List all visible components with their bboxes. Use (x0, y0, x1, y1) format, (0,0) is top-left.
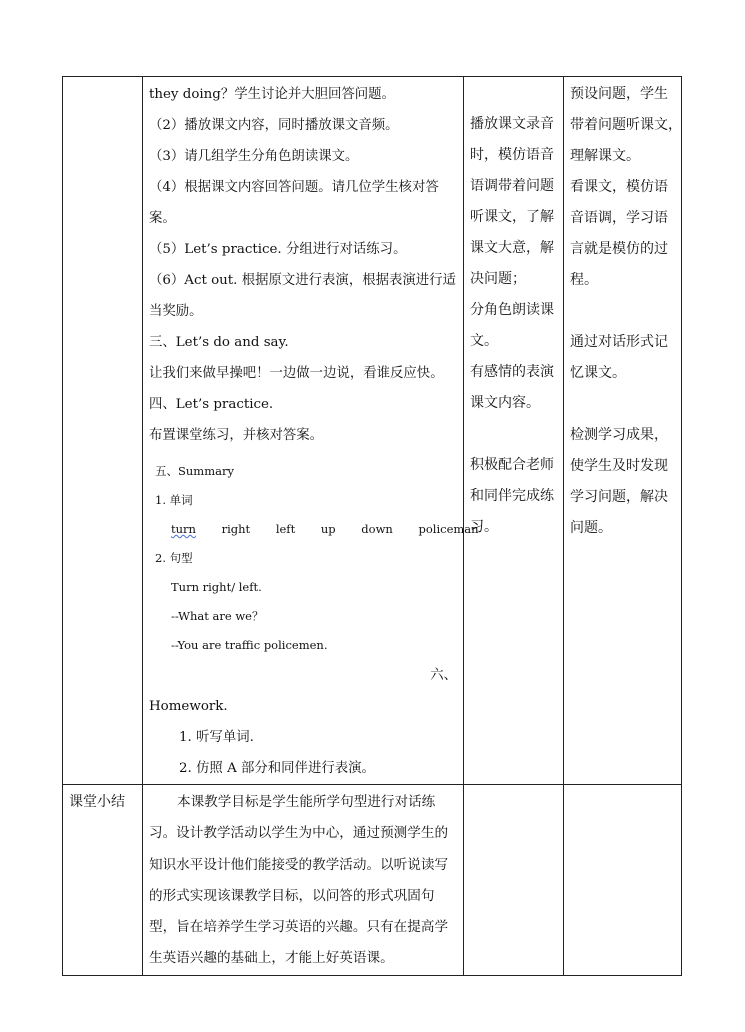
class-summary-text-cell (143, 785, 464, 976)
process-label-cell (63, 77, 143, 785)
teacher-activity-cell (143, 77, 479, 785)
activity-line: 当奖励。 (149, 304, 203, 319)
summary-heading: 五、Summary (155, 464, 234, 478)
word-item: turn (171, 522, 196, 536)
word-item: policeman (418, 522, 479, 536)
word-item: up (320, 522, 336, 536)
student-line: 时，模仿语音 (470, 147, 554, 163)
intent-line: 看课文，模仿语 (570, 179, 668, 195)
intent-line: 程。 (570, 272, 598, 288)
activity-line: （2）播放课文内容，同时播放课文音频。 (149, 118, 399, 133)
summary-item-sentences: 2. 句型 (155, 551, 193, 565)
intent-line: 理解课文。 (570, 148, 640, 164)
student-line: 有感情的表演 (470, 364, 554, 380)
summary-item-words: 1. 单词 (155, 493, 193, 507)
design-intent-cell (564, 77, 682, 785)
student-line: 课文大意，解 (470, 240, 554, 256)
spacer (570, 296, 675, 327)
student-line: 习。 (470, 519, 498, 535)
activity-line: 让我们来做早操吧！一边做一边说，看谁反应快。 (149, 366, 444, 381)
intent-line: 音语调，学习语 (570, 210, 668, 226)
intent-line: 检测学习成果， (570, 427, 668, 443)
class-summary-row (63, 785, 682, 976)
student-line: 决问题； (470, 271, 526, 287)
intent-line: 忆课文。 (570, 365, 626, 381)
activity-line: 四、Let’s practice. (149, 397, 274, 412)
student-activity-cell (464, 77, 564, 785)
activity-line: 三、Let’s do and say. (149, 335, 289, 350)
sentence-line: --What are we？ (171, 609, 264, 623)
intent-line: 言就是模仿的过 (570, 241, 668, 257)
homework-item: 1. 听写单词. (179, 730, 254, 745)
homework-label: Homework. (149, 699, 228, 714)
activity-line: （3）请几组学生分角色朗读课文。 (149, 149, 359, 164)
activity-line: 布置课堂练习，并核对答案。 (149, 428, 324, 443)
intent-line: 问题。 (570, 520, 612, 536)
activity-line: （4）根据课文内容回答问题。请几位学生核对答 (149, 180, 439, 195)
activity-line: they doing？学生讨论并大胆回答问题。 (149, 87, 395, 102)
student-line: 文。 (470, 333, 498, 349)
homework-number: 六、 (430, 668, 457, 683)
class-summary-label: 课堂小结 (69, 794, 125, 810)
student-line: 听课文，了解 (470, 209, 554, 225)
empty-cell (564, 785, 682, 976)
intent-line: 预设问题，学生 (570, 86, 668, 102)
activity-line: （5）Let’s practice. 分组进行对话练习。 (149, 242, 407, 257)
sentence-line: Turn right/ left. (171, 580, 262, 594)
class-summary-text (143, 785, 463, 975)
homework-item: 2. 仿照 A 部分和同伴进行表演。 (179, 761, 375, 776)
intent-line: 通过对话形式记 (570, 334, 668, 350)
student-line: 分角色朗读课 (470, 302, 554, 318)
student-line: 积极配合老师 (470, 457, 554, 473)
student-line: 语调带着问题 (470, 178, 554, 194)
intent-line: 使学生及时发现 (570, 458, 668, 474)
sentence-line: --You are traffic policemen. (171, 638, 328, 652)
student-line: 课文内容。 (470, 395, 540, 411)
intent-line: 学习问题，解决 (570, 489, 668, 505)
spacer (570, 389, 675, 420)
word-item: right (221, 522, 251, 536)
spacer (470, 419, 557, 450)
activity-line: （6）Act out. 根据原文进行表演，根据表演进行适 (149, 273, 456, 288)
class-summary-label-cell (63, 785, 143, 976)
word-item: down (361, 522, 393, 536)
word-item: left (275, 522, 296, 536)
word-list (149, 515, 479, 544)
student-line: 和同伴完成练 (470, 488, 554, 504)
lesson-plan-table (62, 76, 682, 976)
empty-cell (464, 785, 564, 976)
intent-line: 带着问题听课文， (570, 117, 682, 133)
teaching-process-row (63, 77, 682, 785)
activity-line: 案。 (149, 211, 176, 226)
class-summary-paragraph: 本课教学目标是学生能所学句型进行对话练习。设计教学活动以学生为中心，通过预测学生的知识水平设计他们能接受的教学活动。以听说读写的形式实现该课教学目标，以问答的形式巩固句型，旨在培养学生学习英语的兴趣。只有在提高学生英语兴趣的基础上，才能上好英语课。 (149, 794, 449, 967)
student-line: 播放课文录音 (470, 116, 554, 132)
